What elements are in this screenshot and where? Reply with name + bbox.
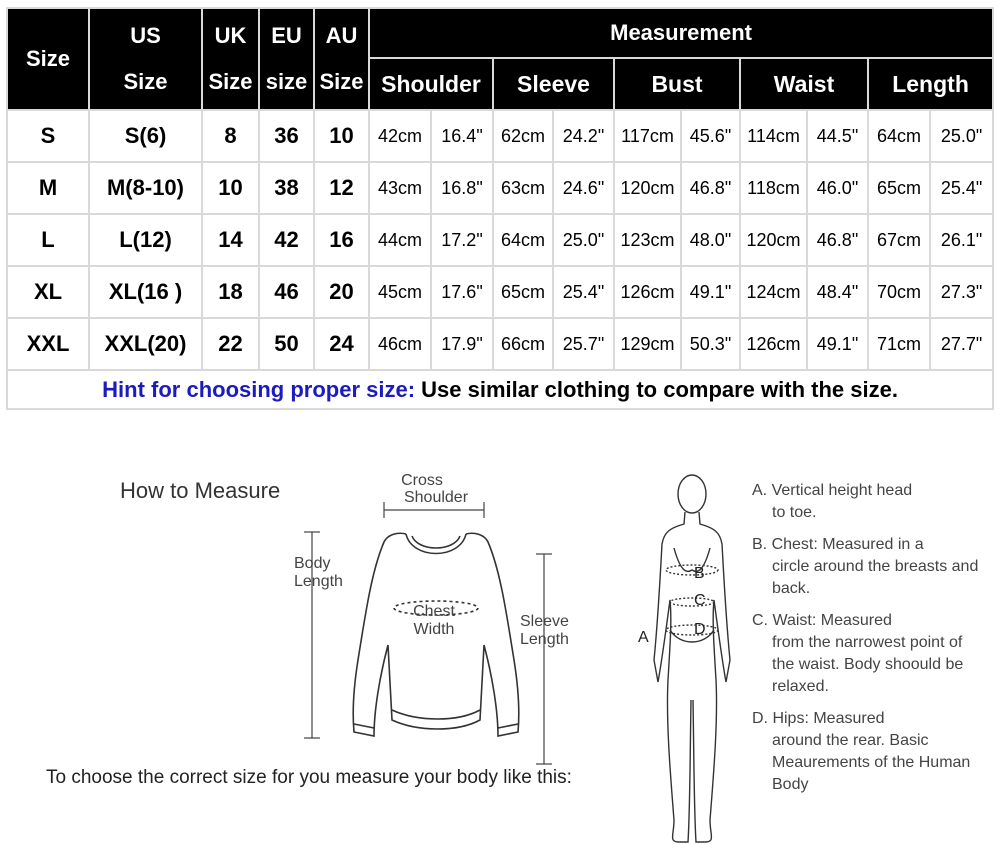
cell-sleeve-in: 25.7" xyxy=(553,318,614,370)
note-a-first: A. Vertical height head xyxy=(752,482,913,499)
letter-a: A xyxy=(638,629,649,646)
cell-length-cm: 67cm xyxy=(868,214,930,266)
cell-bust-cm: 120cm xyxy=(614,162,681,214)
letter-c: C xyxy=(694,592,706,609)
hint-text: Use similar clothing to compare with the size. xyxy=(415,376,898,402)
cell-size: S xyxy=(7,110,89,162)
hips-line xyxy=(666,625,718,635)
note-b xyxy=(752,534,982,600)
header-uk-line1: UK xyxy=(214,23,247,48)
cell-shoulder-in: 16.8" xyxy=(431,162,493,214)
note-a-rest: to toe. xyxy=(772,504,817,521)
header-size: Size xyxy=(7,8,89,110)
cell-au: 24 xyxy=(314,318,369,370)
note-d-rest: around the rear. Basic Meaurements of the Human Body xyxy=(772,732,971,793)
table-row-s xyxy=(7,110,993,162)
how-to-measure-section xyxy=(0,420,1000,859)
sweater-hem xyxy=(392,710,480,719)
note-b-first: B. Chest: Measured in a xyxy=(752,536,924,553)
cell-shoulder-in: 17.6" xyxy=(431,266,493,318)
cell-waist-cm: 114cm xyxy=(740,110,807,162)
cell-au: 20 xyxy=(314,266,369,318)
cell-length-in: 26.1" xyxy=(930,214,993,266)
letter-d: D xyxy=(694,621,706,638)
cell-length-in: 27.7" xyxy=(930,318,993,370)
choose-instruction: To choose the correct size for you measure your body like this: xyxy=(46,767,572,788)
cell-eu: 42 xyxy=(259,214,314,266)
header-eu-line1: EU xyxy=(271,23,302,48)
hint-lead: Hint for choosing proper size: xyxy=(102,376,416,402)
cell-us: S(6) xyxy=(89,110,202,162)
cell-length-cm: 65cm xyxy=(868,162,930,214)
size-table xyxy=(6,7,994,410)
cell-length-cm: 70cm xyxy=(868,266,930,318)
sweater-cuff-right xyxy=(498,724,518,728)
sleeve-label-1: Sleeve xyxy=(520,613,569,630)
cell-bust-cm: 129cm xyxy=(614,318,681,370)
cell-shoulder-cm: 46cm xyxy=(369,318,431,370)
cell-size: XXL xyxy=(7,318,89,370)
header-us-line1: US xyxy=(130,23,161,48)
header-bust: Bust xyxy=(614,58,740,110)
cell-au: 12 xyxy=(314,162,369,214)
cell-sleeve-cm: 63cm xyxy=(493,162,553,214)
note-c-rest: from the narrowest point of the waist. Body shoould be relaxed. xyxy=(772,634,964,695)
cell-size: L xyxy=(7,214,89,266)
cell-length-in: 25.0" xyxy=(930,110,993,162)
sweater-diagram xyxy=(288,470,588,770)
header-measurement: Measurement xyxy=(369,8,993,58)
cell-shoulder-in: 17.9" xyxy=(431,318,493,370)
cell-uk: 10 xyxy=(202,162,259,214)
cell-uk: 22 xyxy=(202,318,259,370)
header-length: Length xyxy=(868,58,993,110)
cell-shoulder-cm: 45cm xyxy=(369,266,431,318)
header-au xyxy=(314,8,369,110)
header-uk-line2: Size xyxy=(208,69,253,94)
cell-shoulder-cm: 43cm xyxy=(369,162,431,214)
cell-sleeve-cm: 65cm xyxy=(493,266,553,318)
measurement-notes xyxy=(752,480,982,806)
sweater-collar-outer xyxy=(406,534,466,554)
note-b-rest: circle around the breasts and back. xyxy=(772,558,979,597)
cell-sleeve-cm: 62cm xyxy=(493,110,553,162)
cross-label-2: Shoulder xyxy=(403,489,469,506)
cell-eu: 38 xyxy=(259,162,314,214)
header-us-line2: Size xyxy=(123,69,168,94)
cell-length-cm: 64cm xyxy=(868,110,930,162)
cell-length-in: 25.4" xyxy=(930,162,993,214)
cell-size: M xyxy=(7,162,89,214)
cell-us: L(12) xyxy=(89,214,202,266)
cell-us: M(8-10) xyxy=(89,162,202,214)
body-figure-diagram xyxy=(630,470,750,860)
cell-au: 16 xyxy=(314,214,369,266)
header-uk xyxy=(202,8,259,110)
cell-us: XL(16 ) xyxy=(89,266,202,318)
cell-uk: 18 xyxy=(202,266,259,318)
cell-waist-in: 44.5" xyxy=(807,110,868,162)
cell-au: 10 xyxy=(314,110,369,162)
table-row-xxl xyxy=(7,318,993,370)
sleeve-label-2: Length xyxy=(520,631,569,648)
chest-label-2: Width xyxy=(413,621,455,638)
sweater-collar-inner xyxy=(412,536,460,548)
cell-eu: 50 xyxy=(259,318,314,370)
table-row-l xyxy=(7,214,993,266)
cell-bust-cm: 117cm xyxy=(614,110,681,162)
cell-length-in: 27.3" xyxy=(930,266,993,318)
note-d-first: D. Hips: Measured xyxy=(752,710,885,727)
hips-shape xyxy=(670,630,714,642)
hint-cell xyxy=(7,370,993,409)
cell-uk: 8 xyxy=(202,110,259,162)
body-outline xyxy=(654,475,730,842)
cell-sleeve-in: 25.0" xyxy=(553,214,614,266)
cell-us: XXL(20) xyxy=(89,318,202,370)
cell-shoulder-in: 16.4" xyxy=(431,110,493,162)
cell-bust-in: 45.6" xyxy=(681,110,740,162)
note-c xyxy=(752,610,982,698)
header-au-line1: AU xyxy=(325,23,358,48)
header-sleeve: Sleeve xyxy=(493,58,614,110)
cell-uk: 14 xyxy=(202,214,259,266)
how-to-measure-title: How to Measure xyxy=(120,478,281,503)
hint-row xyxy=(7,370,993,409)
note-a xyxy=(752,480,982,524)
cell-size: XL xyxy=(7,266,89,318)
header-eu-line2: size xyxy=(265,69,308,94)
cell-waist-cm: 120cm xyxy=(740,214,807,266)
chest-label-1: Chest xyxy=(413,603,455,620)
cell-sleeve-in: 24.6" xyxy=(553,162,614,214)
cell-waist-cm: 118cm xyxy=(740,162,807,214)
cell-eu: 36 xyxy=(259,110,314,162)
cell-waist-in: 46.8" xyxy=(807,214,868,266)
cell-eu: 46 xyxy=(259,266,314,318)
cell-sleeve-in: 24.2" xyxy=(553,110,614,162)
cell-sleeve-in: 25.4" xyxy=(553,266,614,318)
sweater-cuff-left xyxy=(354,724,374,728)
cell-bust-in: 50.3" xyxy=(681,318,740,370)
body-label-2: Length xyxy=(294,573,343,590)
cell-bust-in: 49.1" xyxy=(681,266,740,318)
cell-waist-cm: 124cm xyxy=(740,266,807,318)
cell-shoulder-in: 17.2" xyxy=(431,214,493,266)
cell-sleeve-cm: 64cm xyxy=(493,214,553,266)
body-label-1: Body xyxy=(294,555,331,572)
letter-b: B xyxy=(694,565,705,582)
table-row-m xyxy=(7,162,993,214)
cell-length-cm: 71cm xyxy=(868,318,930,370)
cell-shoulder-cm: 44cm xyxy=(369,214,431,266)
header-shoulder: Shoulder xyxy=(369,58,493,110)
cell-bust-cm: 123cm xyxy=(614,214,681,266)
cell-waist-cm: 126cm xyxy=(740,318,807,370)
waist-line xyxy=(670,598,714,606)
header-au-line2: Size xyxy=(319,69,364,94)
cell-waist-in: 48.4" xyxy=(807,266,868,318)
cell-shoulder-cm: 42cm xyxy=(369,110,431,162)
note-d xyxy=(752,708,982,796)
cell-waist-in: 49.1" xyxy=(807,318,868,370)
cell-bust-in: 46.8" xyxy=(681,162,740,214)
cell-bust-in: 48.0" xyxy=(681,214,740,266)
cell-waist-in: 46.0" xyxy=(807,162,868,214)
cell-sleeve-cm: 66cm xyxy=(493,318,553,370)
cell-bust-cm: 126cm xyxy=(614,266,681,318)
header-us xyxy=(89,8,202,110)
note-c-first: C. Waist: Measured xyxy=(752,612,892,629)
table-row-xl xyxy=(7,266,993,318)
header-eu xyxy=(259,8,314,110)
cross-label-1: Cross xyxy=(401,472,443,489)
header-waist: Waist xyxy=(740,58,868,110)
